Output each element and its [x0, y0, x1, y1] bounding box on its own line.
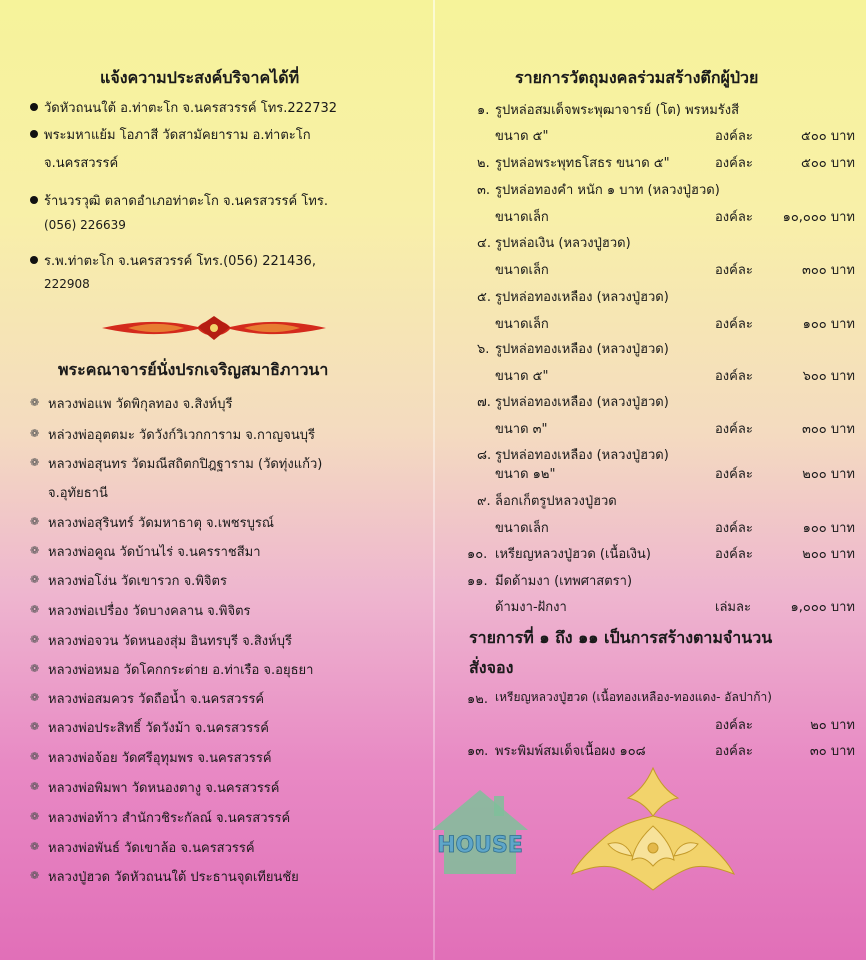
monk-item: หลวงพ่อท้าว สำนักวชิระกัลณ์ จ.นครสวรรค์	[48, 811, 291, 826]
item-unit: องค์ละ	[715, 129, 753, 144]
flower-bullet-icon: ❁	[30, 515, 40, 528]
house-watermark-logo	[428, 786, 532, 878]
donation-place-line: ร้านวรวุฒิ ตลาดอำเภอท่าตะโก จ.นครสวรรค์ โทร.	[44, 194, 328, 209]
item-name: รูปหล่อสมเด็จพระพุฒาจารย์ (โต) พรหมรังสี	[495, 103, 740, 118]
item-size: ขนาดเล็ก	[495, 317, 549, 332]
item-number: ๔.	[477, 236, 491, 251]
item-unit: เล่มละ	[715, 600, 751, 615]
item-number: ๘.	[477, 448, 492, 463]
item-name: รูปหล่อทองเหลือง (หลวงปู่ฮวด)	[495, 448, 669, 463]
item-number: ๗.	[477, 395, 491, 410]
item-price: ๒๐๐ บาท	[802, 467, 855, 482]
monks-title: พระคณาจารย์นั่งปรกเจริญสมาธิภาวนา	[58, 360, 329, 379]
gold-thai-ornament	[568, 764, 738, 894]
item-size: ขนาดเล็ก	[495, 263, 549, 278]
monk-item: หลวงพ่อพันธ์ วัดเขาล้อ จ.นครสวรรค์	[48, 841, 255, 856]
monk-item: หลวงพ่อจวน วัดหนองสุ่ม อินทรบุรี จ.สิงห์บุรี	[48, 634, 292, 649]
item-number: ๑.	[477, 103, 490, 118]
monk-item: หลวงพ่อเปรื่อง วัดบางคลาน จ.พิจิตร	[48, 604, 251, 619]
item-size: ขนาด ๑๒"	[495, 467, 556, 482]
donation-title: แจ้งความประสงค์บริจาคได้ที่	[100, 68, 300, 87]
item-price: ๒๐ บาท	[810, 718, 855, 733]
donation-place-line: วัดหัวถนนใต้ อ.ท่าตะโก จ.นครสวรรค์ โทร.222732	[44, 101, 338, 116]
item-number: ๓.	[477, 183, 491, 198]
item-size: ขนาด ๕"	[495, 369, 549, 384]
item-number: ๑๓.	[467, 744, 489, 759]
flower-bullet-icon: ❁	[30, 662, 40, 675]
flower-bullet-icon: ❁	[30, 427, 40, 440]
flower-bullet-icon: ❁	[30, 869, 40, 882]
item-number: ๑๒.	[467, 692, 488, 707]
monk-item: หลวงปู่ฮวด วัดหัวถนนใต้ ประธานจุดเทียนชัย	[48, 870, 299, 885]
item-price: ๓๐๐ บาท	[801, 422, 855, 437]
item-name: รูปหล่อเงิน (หลวงปู่ฮวด)	[495, 236, 631, 251]
house-watermark-text: HOUSE	[437, 833, 523, 858]
item-number: ๒.	[477, 156, 490, 171]
item-name: มีดด้ามงา (เทพศาสตรา)	[495, 574, 633, 589]
item-size: ขนาดเล็ก	[495, 521, 549, 536]
item-price: ๕๐๐ บาท	[801, 156, 855, 171]
flower-bullet-icon: ❁	[30, 456, 40, 469]
flower-bullet-icon: ❁	[30, 691, 40, 704]
items-title: รายการวัตถุมงคลร่วมสร้างตึกผู้ป่วย	[515, 68, 759, 87]
item-unit: องค์ละ	[715, 210, 753, 225]
donation-place-line: ร.พ.ท่าตะโก จ.นครสวรรค์ โทร.(056) 221436,	[44, 254, 316, 269]
monk-item: หลวงพ่อคูณ วัดบ้านไร่ จ.นครราชสีมา	[48, 545, 261, 560]
item-name: รูปหล่อทองเหลือง (หลวงปู่ฮวด)	[495, 290, 669, 305]
monk-item: หลวงพ่อหมอ วัดโคกกระต่าย อ.ท่าเรือ จ.อยุธยา	[48, 663, 314, 678]
items-note: สั่งจอง	[469, 658, 514, 677]
item-unit: องค์ละ	[715, 156, 753, 171]
flower-bullet-icon: ❁	[30, 544, 40, 557]
red-flourish-ornament	[98, 314, 330, 342]
item-unit: องค์ละ	[715, 422, 753, 437]
donation-place-line: จ.นครสวรรค์	[44, 156, 119, 171]
item-name: เหรียญหลวงปู่ฮวด (เนื้อทองเหลือง-ทองแดง- อัลปาก้า)	[495, 690, 772, 704]
item-unit: องค์ละ	[715, 547, 753, 562]
flower-bullet-icon: ❁	[30, 573, 40, 586]
item-number: ๑๑.	[467, 574, 488, 589]
item-price: ๑,๐๐๐ บาท	[790, 600, 855, 615]
donation-place-line: (056) 226639	[44, 218, 126, 232]
item-unit: องค์ละ	[715, 744, 753, 759]
item-price: ๓๐ บาท	[809, 744, 855, 759]
monk-item: หลวงพ่อสุนทร วัดมณีสถิตกปิฎฐาราม (วัดทุ่งแก้ว)	[48, 457, 323, 472]
item-price: ๒๐๐ บาท	[802, 547, 855, 562]
item-price: ๕๐๐ บาท	[801, 129, 855, 144]
item-number: ๖.	[477, 342, 490, 357]
donation-place-line: 222908	[44, 277, 90, 291]
item-size: ด้ามงา-ฝักงา	[495, 600, 567, 615]
donation-place-line: พระมหาแย้ม โอภาสี วัดสามัคยาราม อ.ท่าตะโก	[44, 128, 311, 143]
item-price: ๓๐๐ บาท	[801, 263, 855, 278]
item-unit: องค์ละ	[715, 521, 753, 536]
bullet-icon	[30, 256, 38, 264]
item-name: รูปหล่อพระพุทธโสธร ขนาด ๕"	[495, 156, 670, 171]
item-size: ขนาด ๕"	[495, 129, 549, 144]
item-price: ๑๐๐ บาท	[802, 317, 855, 332]
item-unit: องค์ละ	[715, 369, 753, 384]
monk-item: หลวงพ่อสุรินทร์ วัดมหาธาตุ จ.เพชรบูรณ์	[48, 516, 274, 531]
monk-item: หลวงพ่อพิมพา วัดหนองตางู จ.นครสวรรค์	[48, 781, 280, 796]
bullet-icon	[30, 103, 38, 111]
monk-item: หลวงพ่อแพ วัดพิกุลทอง จ.สิงห์บุรี	[48, 397, 233, 412]
item-name: รูปหล่อทองคำ หนัก ๑ บาท (หลวงปู่ฮวด)	[495, 183, 720, 198]
item-name: พระพิมพ์สมเด็จเนื้อผง ๑๐๘	[495, 744, 646, 759]
item-name: ล็อกเก็ตรูปหลวงปู่ฮวด	[495, 494, 617, 509]
item-number: ๑๐.	[467, 547, 488, 562]
flower-bullet-icon: ❁	[30, 396, 40, 409]
item-price: ๑๐๐ บาท	[802, 521, 855, 536]
item-name: เหรียญหลวงปู่ฮวด (เนื้อเงิน)	[495, 547, 651, 562]
item-size: ขนาดเล็ก	[495, 210, 549, 225]
flower-bullet-icon: ❁	[30, 840, 40, 853]
bullet-icon	[30, 130, 38, 138]
item-number: ๙.	[477, 494, 491, 509]
item-unit: องค์ละ	[715, 718, 753, 733]
item-name: รูปหล่อทองเหลือง (หลวงปู่ฮวด)	[495, 395, 669, 410]
item-number: ๕.	[477, 290, 491, 305]
items-note: รายการที่ ๑ ถึง ๑๑ เป็นการสร้างตามจำนวน	[469, 628, 773, 647]
flower-bullet-icon: ❁	[30, 810, 40, 823]
flower-bullet-icon: ❁	[30, 633, 40, 646]
monk-item: หลวงพ่อโง่น วัดเขารวก จ.พิจิตร	[48, 574, 227, 589]
flower-bullet-icon: ❁	[30, 603, 40, 616]
item-price: ๖๐๐ บาท	[802, 369, 855, 384]
monk-item: หลวงพ่อประสิทธิ์ วัดวังม้า จ.นครสวรรค์	[48, 721, 269, 736]
monk-item: หลวงพ่อจ้อย วัดศรีอุทุมพร จ.นครสวรรค์	[48, 751, 272, 766]
item-unit: องค์ละ	[715, 263, 753, 278]
item-size: ขนาด ๓"	[495, 422, 548, 437]
flower-bullet-icon: ❁	[30, 780, 40, 793]
item-name: รูปหล่อทองเหลือง (หลวงปู่ฮวด)	[495, 342, 669, 357]
bullet-icon	[30, 196, 38, 204]
flower-bullet-icon: ❁	[30, 720, 40, 733]
item-price: ๑๐,๐๐๐ บาท	[782, 210, 855, 225]
monk-item: หลวงพ่อสมควร วัดถือน้ำ จ.นครสวรรค์	[48, 692, 265, 707]
item-unit: องค์ละ	[715, 467, 753, 482]
item-unit: องค์ละ	[715, 317, 753, 332]
monk-item: จ.อุทัยธานี	[48, 486, 108, 501]
flower-bullet-icon: ❁	[30, 750, 40, 763]
monk-item: หล่วงพ่ออุตตมะ วัดวังก์วิเวกการาม จ.กาญจนบุรี	[48, 428, 316, 443]
